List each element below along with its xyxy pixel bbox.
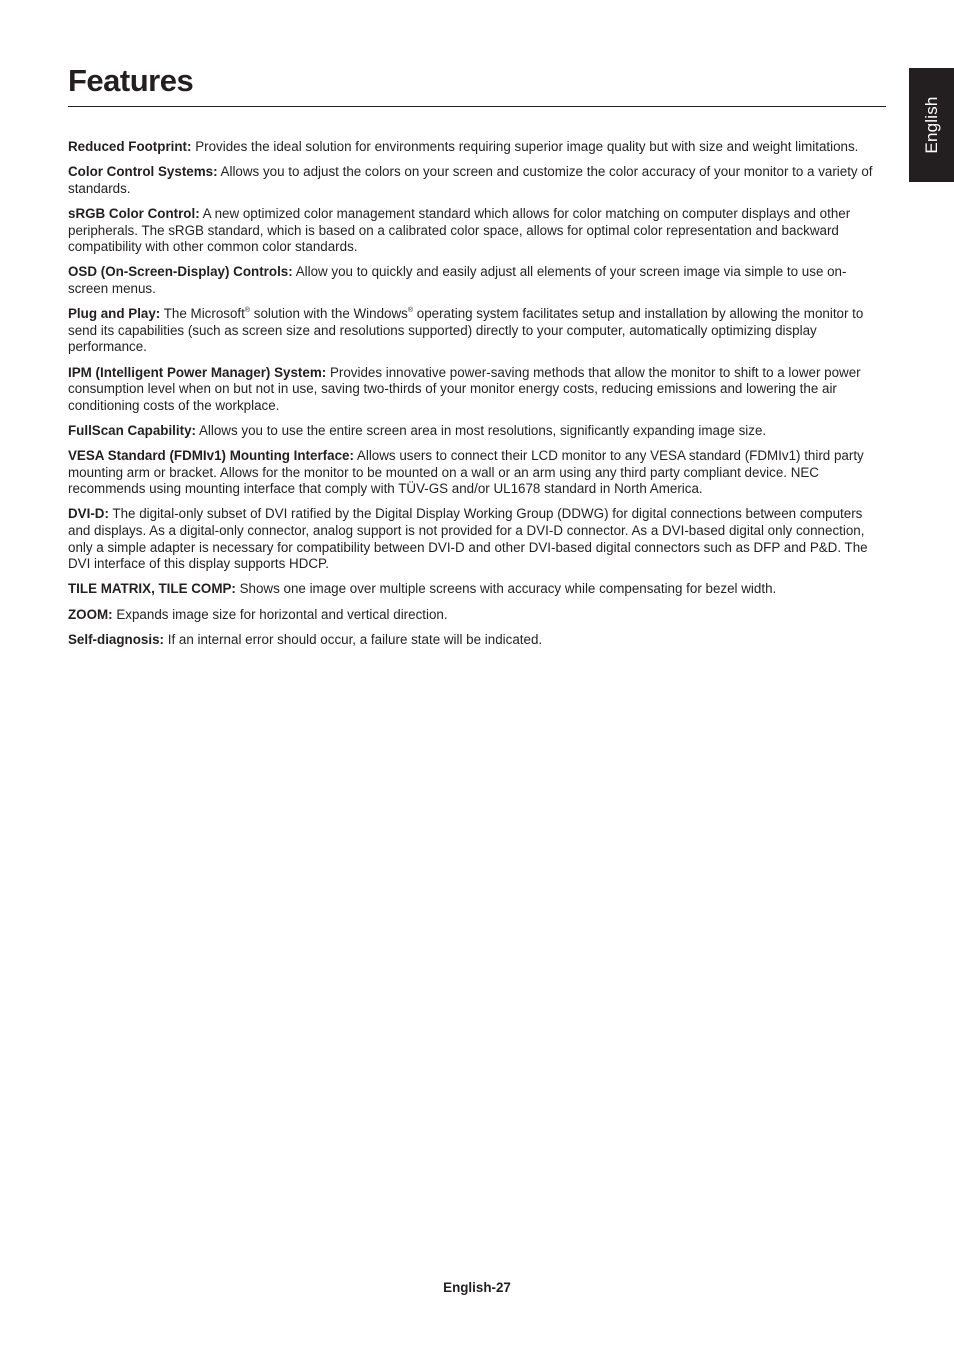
feature-description: Allows users to connect their LCD monitor to any VESA standard (FDMIv1) third party mounting arm or bracket. Allows for the monitor to be mounted on a wall or an arm using any third party compliant device. NEC recommends using mounting interface that comply with TÜV-GS and/or UL1678 standard in North America.: [68, 448, 864, 497]
feature-osd-controls: [68, 264, 886, 297]
language-tab-label: English: [921, 96, 941, 154]
feature-description: Shows one image over multiple screens with accuracy while compensating for bezel width.: [239, 581, 777, 597]
feature-term: TILE MATRIX, TILE COMP:: [68, 581, 236, 597]
feature-term: Self-diagnosis:: [68, 631, 164, 647]
feature-term: IPM (Intelligent Power Manager) System:: [68, 364, 327, 380]
feature-color-control-systems: [68, 164, 886, 197]
feature-plug-and-play: [68, 306, 886, 356]
registered-mark: ®: [407, 307, 414, 315]
feature-description: The digital-only subset of DVI ratified by the Digital Display Working Group (DDWG) for digital connections between computers and displays. As a digital-only connector, analog support is not provided for a DVI-D connector. As a DVI-based digital only connection, only a simple adapter is necessary for compatibility between DVI-D and other DVI-based digital connectors such as DFP and P&D. The DVI interface of this display supports HDCP.: [68, 506, 868, 572]
feature-tile-matrix: [68, 581, 886, 598]
feature-description: Allows you to adjust the colors on your screen and customize the color accuracy of your monitor to a variety of standards.: [68, 164, 873, 196]
registered-mark: ®: [244, 307, 251, 315]
feature-term: OSD (On-Screen-Display) Controls:: [68, 264, 293, 280]
feature-description-part: The Microsoft: [163, 306, 245, 322]
page-number: English-27: [443, 1280, 511, 1295]
feature-term: ZOOM:: [68, 606, 113, 622]
feature-dvi-d: [68, 506, 886, 572]
feature-description: Expands image size for horizontal and vertical direction.: [116, 606, 448, 622]
feature-term: FullScan Capability:: [68, 422, 196, 438]
feature-reduced-footprint: [68, 139, 886, 156]
feature-term: Reduced Footprint:: [68, 139, 192, 154]
page-title: Features: [68, 63, 194, 98]
feature-description: A new optimized color management standard which allows for color matching on computer displays and other peripherals. The sRGB standard, which is based on a calibrated color space, allows for optimal color representation and backward compatibility with other common color standards.: [68, 205, 851, 255]
feature-zoom: [68, 607, 886, 624]
feature-srgb-color-control: [68, 206, 886, 256]
feature-ipm-system: [68, 365, 886, 415]
feature-description-part: operating system facilitates setup and installation by allowing the monitor to send its capabilities (such as screen size and resolutions supported) directly to your computer, automatically optimizing display performance.: [68, 306, 864, 355]
feature-description: Allows you to use the entire screen area in most resolutions, significantly expanding image size.: [198, 422, 767, 438]
feature-term: VESA Standard (FDMIv1) Mounting Interface:: [68, 448, 354, 464]
feature-description: Allow you to quickly and easily adjust all elements of your screen image via simple to use on-screen menus.: [68, 264, 847, 296]
language-tab: [909, 68, 954, 182]
feature-self-diagnosis: [68, 632, 886, 649]
feature-description-part: solution with the Windows: [253, 306, 408, 322]
feature-description: Provides innovative power-saving methods that allow the monitor to shift to a lower power consumption level when on but not in use, saving two-thirds of your monitor energy costs, reducing emissions and lowering the air conditioning costs of the workplace.: [68, 364, 861, 413]
feature-vesa-mounting-interface: [68, 448, 886, 498]
feature-term: sRGB Color Control:: [68, 205, 200, 221]
feature-term: Color Control Systems:: [68, 164, 218, 180]
feature-term: DVI-D:: [68, 506, 109, 522]
feature-term: Plug and Play:: [68, 306, 161, 322]
feature-fullscan-capability: [68, 423, 886, 440]
title-divider: [68, 106, 886, 107]
feature-description: Provides the ideal solution for environments requiring superior image quality but with size and weight limitations.: [195, 139, 859, 154]
feature-description: If an internal error should occur, a failure state will be indicated.: [167, 631, 543, 647]
feature-list: [68, 139, 886, 657]
